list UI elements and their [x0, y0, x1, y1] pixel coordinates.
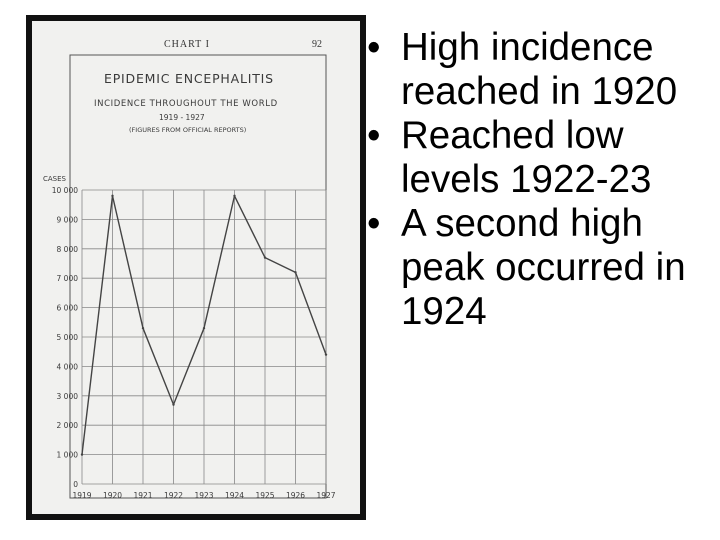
- chart-corner-label: CHART I: [164, 39, 210, 50]
- bullet-dot: •: [367, 202, 381, 245]
- data-point: [81, 453, 83, 455]
- x-tick-label: 1926: [285, 491, 306, 500]
- y-tick-label: 2 000: [56, 421, 78, 431]
- data-point: [264, 256, 266, 258]
- y-tick-label: 4 000: [56, 362, 78, 372]
- y-axis-label: CASES: [43, 175, 66, 183]
- x-tick-label: 1920: [102, 491, 123, 500]
- page-number: 92: [312, 39, 322, 50]
- x-tick-label: 1927: [316, 491, 336, 500]
- y-tick-labels: [52, 186, 78, 489]
- line-chart: [32, 21, 360, 514]
- data-point: [294, 271, 296, 273]
- bullet-text: Reached low levels 1922-23: [401, 114, 652, 201]
- y-tick-label: 8 000: [56, 244, 78, 254]
- bullet-text: A second high peak occurred in 1924: [401, 202, 686, 333]
- x-tick-label: 1919: [72, 491, 92, 500]
- y-tick-label: 6 000: [56, 303, 78, 313]
- chart-title: EPIDEMIC ENCEPHALITIS: [104, 71, 274, 86]
- y-tick-label: 1 000: [56, 450, 78, 460]
- y-tick-label: 10 000: [51, 186, 78, 195]
- x-tick-label: 1921: [133, 491, 153, 500]
- y-tick-label: 0: [73, 480, 78, 489]
- data-point: [142, 327, 144, 329]
- bullet-dot: •: [367, 26, 381, 69]
- bullet-item-3: [364, 202, 714, 334]
- chart-note: (FIGURES FROM OFFICIAL REPORTS): [129, 126, 247, 134]
- x-tick-label: 1923: [194, 491, 214, 500]
- y-tick-label: 5 000: [56, 333, 78, 342]
- chart-grid: [82, 190, 326, 484]
- bullet-item-1: [364, 26, 714, 114]
- bullet-item-2: [364, 114, 714, 202]
- y-tick-label: 7 000: [56, 274, 78, 284]
- data-point: [172, 403, 174, 405]
- x-tick-label: 1922: [163, 491, 184, 500]
- x-tick-label: 1925: [255, 491, 275, 500]
- bullet-text: High incidence reached in 1920: [401, 26, 678, 113]
- x-tick-label: 1924: [224, 491, 245, 500]
- y-tick-label: 3 000: [56, 391, 78, 401]
- data-point: [111, 195, 113, 197]
- y-tick-label: 9 000: [56, 215, 78, 225]
- data-point: [325, 353, 327, 355]
- bullet-list: [364, 26, 714, 334]
- x-tick-labels: [72, 491, 335, 500]
- data-point: [203, 327, 205, 329]
- data-point: [233, 195, 235, 197]
- chart-subtitle: INCIDENCE THROUGHOUT THE WORLD: [94, 99, 278, 109]
- chart-date-range: 1919 - 1927: [159, 113, 205, 122]
- bullet-dot: •: [367, 114, 381, 157]
